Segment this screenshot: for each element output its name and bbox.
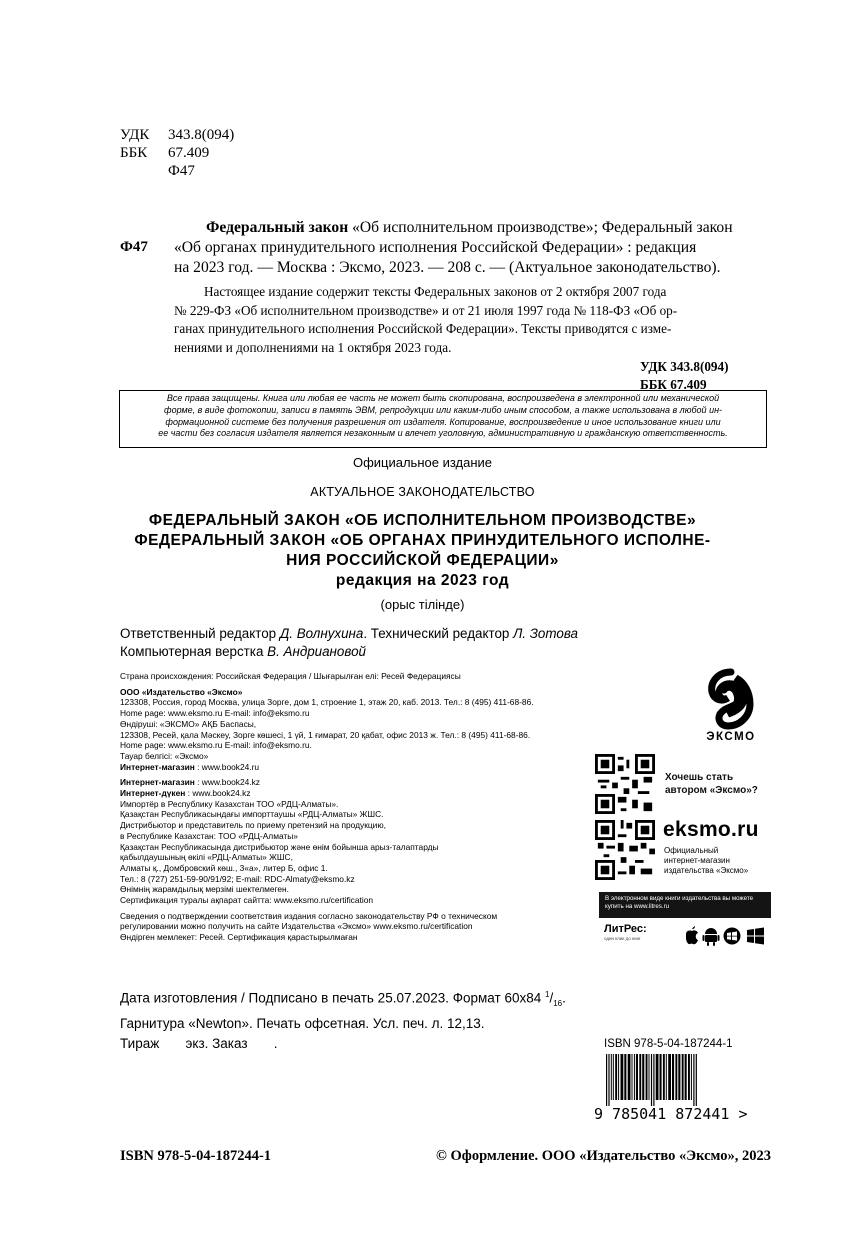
barcode-bar xyxy=(691,1054,692,1100)
litres-banner[interactable] xyxy=(599,892,771,918)
tech-editor-name: Л. Зотова xyxy=(513,626,578,641)
abstract-line: нениями и дополнениями на 1 октября 2023 года. xyxy=(174,340,452,356)
kz-line: в Республике Казахстан: ТОО «РДЦ-Алматы» xyxy=(120,830,298,841)
barcode-bar xyxy=(646,1054,648,1100)
right-classification xyxy=(640,358,729,394)
windows-phone-icon xyxy=(724,928,741,945)
udk-value: 343.8(094) xyxy=(168,127,235,143)
barcode-bar xyxy=(618,1054,619,1100)
kz-line: Импортёр в Республику Казахстан ТОО «РДЦ-Алматы». xyxy=(120,798,339,809)
barcode-bar xyxy=(675,1054,677,1100)
series-name: АКТУАЛЬНОЕ ЗАКОНОДАТЕЛЬСТВО xyxy=(310,485,535,499)
rights-notice xyxy=(119,390,767,448)
udk-label: УДК xyxy=(120,127,150,143)
publisher-address: 123308, Россия, город Москва, улица Зорге, дом 1, строение 1, этаж 20, каб. 2013. Тел.: 8 (495) 411-68-86. xyxy=(120,697,534,708)
print-line2: Гарнитура «Newton». Печать офсетная. Усл. печ. л. 12,13. xyxy=(120,1016,485,1032)
barcode-bar xyxy=(621,1054,624,1100)
shop-kz2-link: : www.book24.kz xyxy=(185,788,251,799)
barcode-bar xyxy=(693,1054,694,1106)
author-mark: Ф47 xyxy=(168,163,195,179)
barcode-bar xyxy=(688,1054,690,1100)
barcode-bar xyxy=(639,1054,641,1100)
trademark: Тауар белгісі: «Эксмо» xyxy=(120,750,209,761)
right-bbk: ББК 67.409 xyxy=(640,377,707,392)
official-edition: Официальное издание xyxy=(352,455,493,470)
barcode-bar xyxy=(608,1054,609,1106)
qr-code-shop[interactable] xyxy=(595,820,655,880)
barcode-bar xyxy=(606,1054,607,1106)
publisher-home: Home page: www.eksmo.ru E-mail: info@eksmo.ru xyxy=(120,708,310,719)
shop-kz-label: Интернет-магазин xyxy=(120,777,195,788)
rights-line: ее части без согласия издателя является незаконным и влечет уголовную, административную и гражданскую ответственность. xyxy=(158,428,728,439)
kz-line: Өнімнің жарамдылық мерзімі шектелмеген. xyxy=(120,884,289,895)
shop-ru-link: : www.book24.ru xyxy=(194,761,260,772)
annotation-line1: «Об исполнительном производстве»; Федеральный закон xyxy=(348,219,733,236)
barcode-bar xyxy=(685,1054,687,1100)
format-denominator: 16 xyxy=(553,999,563,1009)
layout-name: В. Андриановой xyxy=(267,644,366,659)
litres-logo: ЛитРес: xyxy=(604,923,647,935)
layout-label: Компьютерная верстка xyxy=(120,644,268,659)
bbk-label: ББК xyxy=(120,145,148,161)
annotation-title-bold: Федеральный закон xyxy=(206,219,349,236)
apple-icon xyxy=(686,926,698,944)
annotation-mark: Ф47 xyxy=(120,239,148,255)
barcode-bar xyxy=(660,1054,662,1100)
barcode-bar xyxy=(613,1054,614,1100)
barcode-bar xyxy=(653,1054,654,1106)
eksmo-logo-icon xyxy=(690,668,772,730)
android-icon xyxy=(703,928,720,946)
right-udk: УДК 343.8(094) xyxy=(640,359,729,374)
annotation-line3: на 2023 год. — Москва : Эксмо, 2023. — 208 с. — (Актуальное законодательство). xyxy=(174,259,721,276)
cert-line: Өндірген мемлекет: Ресей. Сертификация қарастырылмаған xyxy=(120,932,358,943)
title-line: ФЕДЕРАЛЬНЫЙ ЗАКОН «ОБ ИСПОЛНИТЕЛЬНОМ ПРОИЗВОДСТВЕ» xyxy=(148,512,697,529)
platform-icons xyxy=(682,925,768,952)
print-details: Дата изготовления / Подписано в печать 25.07.2023. Формат 60x84 $^1/_{16}$. Гарнитура «Newton». Печать офсетная. Усл. печ. л. 12,13. Тираж экз. Заказ . xyxy=(120,985,566,1054)
litres-tagline: один клик до книг xyxy=(604,936,641,941)
rights-line: Все права защищены. Книга или любая ее часть не может быть скопирована, воспроизведена в электронной или механической xyxy=(166,393,720,403)
abstract xyxy=(174,283,771,358)
barcode-bar xyxy=(636,1054,638,1100)
origin-line: Страна происхождения: Российская Федерация / Шығарылған елі: Ресей Федерациясы xyxy=(120,671,461,681)
barcode-bar xyxy=(682,1054,684,1100)
publisher-home2: Home page: www.eksmo.ru E-mail: info@eksmo.ru. xyxy=(120,740,312,751)
eksmo-site-description: Официальный интернет-магазин издательства «Эксмо» xyxy=(664,846,749,875)
kz-line: Қазақстан Республикасындағы импорттаушы «РДЦ-Алматы» ЖШС. xyxy=(120,809,384,820)
barcode-bar xyxy=(668,1054,671,1100)
editor-label: Ответственный редактор xyxy=(120,626,280,641)
classification-block xyxy=(120,126,234,180)
bbk-value: 67.409 xyxy=(168,145,210,161)
format-numerator: 1 xyxy=(545,990,550,999)
barcode-bar xyxy=(634,1054,635,1100)
barcode-bar xyxy=(624,1054,626,1100)
title-line: ФЕДЕРАЛЬНЫЙ ЗАКОН «ОБ ОРГАНАХ ПРИНУДИТЕЛЬНОГО ИСПОЛНЕ- xyxy=(134,532,711,549)
barcode-bar xyxy=(672,1054,674,1100)
bibliographic-annotation xyxy=(174,218,771,278)
abstract-line: ганах принудительного исполнения Российской Федерации». Тексты приводятся с изме- xyxy=(174,321,672,337)
author-cta: Хочешь стать автором «Эксмо»? xyxy=(665,772,758,796)
imprint xyxy=(120,671,600,943)
maker-kz: Өндіруші: «ЭКСМО» АҚБ Баспасы, xyxy=(120,718,257,729)
kz-line: Қазақстан Республикасында дистрибьютор және өнім бойынша арыз-талаптарды xyxy=(120,841,439,852)
eksmo-site[interactable]: eksmo.ru xyxy=(663,818,759,841)
annotation-line2: «Об органах принудительного исполнения Российской Федерации» : редакция xyxy=(174,239,697,256)
isbn-barcode xyxy=(604,1054,769,1106)
book-title xyxy=(0,511,845,591)
barcode-bar xyxy=(656,1054,659,1100)
kz-line: Алматы қ., Домбровский көш., 3«а», литер Б, офис 1. xyxy=(120,862,328,873)
publisher-name: ООО «Издательство «Эксмо» xyxy=(120,686,243,697)
barcode-bar xyxy=(666,1054,667,1100)
isbn-label: ISBN 978-5-04-187244-1 xyxy=(604,1038,733,1050)
cert-line: регулировании можно получить на сайте Издательства «Эксмо» www.eksmo.ru/certification xyxy=(120,921,473,932)
tech-editor-label: . Технический редактор xyxy=(363,626,514,641)
barcode-bar xyxy=(615,1054,617,1100)
kz-line: Дистрибьютор и представитель по приему претензий на продукцию, xyxy=(120,820,386,831)
barcode-bar xyxy=(632,1054,633,1100)
shop-kz2-label: Интернет-дүкен xyxy=(120,788,186,799)
litres-banner-line: В электронном виде книги издательства вы можете xyxy=(605,895,754,902)
abstract-line: № 229-ФЗ «Об исполнительном производстве» и от 21 июля 1997 года № 118-ФЗ «Об ор- xyxy=(174,302,678,318)
abstract-line: Настоящее издание содержит тексты Федеральных законов от 2 октября 2007 года xyxy=(204,284,667,299)
barcode-bar xyxy=(628,1054,631,1100)
title-edition: редакция на 2023 год xyxy=(335,572,510,589)
editor-name: Д. Волнухина xyxy=(279,626,364,641)
kz-line: Сертификация туралы ақпарат сайтта: www.eksmo.ru/certification xyxy=(120,895,374,906)
shop-kz-link: : www.book24.kz xyxy=(194,777,260,788)
title-line: НИЯ РОССИЙСКОЙ ФЕДЕРАЦИИ» xyxy=(286,552,559,569)
kz-line: Тел.: 8 (727) 251-59-90/91/92; E-mail: RDC-Almaty@eksmo.kz xyxy=(120,873,355,884)
windows-icon xyxy=(747,928,764,945)
address-kz: 123308, Ресей, қала Мәскеу, Зорге көшесі, 1 үй, 1 ғимарат, 20 қабат, офис 2013 ж. Тел.: 8 (495) 411-68-86. xyxy=(120,729,531,740)
barcode-bar xyxy=(649,1054,650,1100)
print-line3: Тираж экз. Заказ . xyxy=(120,1036,278,1052)
rights-line: формационной системе без получения разрешения от издателя. Копирование, воспроизведение и иное использование книги или xyxy=(165,416,721,427)
rights-line: форме, в виде фотокопии, записи в память ЭВМ, репродукции или каким-либо иным способом, а также использована в любой ин- xyxy=(163,404,723,415)
shop-ru-label: Интернет-магазин xyxy=(120,761,195,772)
print-line1: Дата изготовления / Подписано в печать 25.07.2023. Формат 60x84 xyxy=(120,990,545,1006)
cert-line: Сведения о подтверждении соответствия издания согласно законодательству РФ о техническом xyxy=(120,910,498,921)
eksmo-logo-word: ЭКСМО xyxy=(706,731,756,743)
barcode-bar xyxy=(663,1054,665,1100)
copyright: © Оформление. ООО «Издательство «Эксмо», 2023 xyxy=(436,1148,771,1164)
barcode-bar xyxy=(678,1054,680,1100)
barcode-bar xyxy=(642,1054,644,1100)
barcode-bar xyxy=(651,1054,652,1106)
staff-credits xyxy=(120,625,578,661)
kz-line: қабылдаушының өкілі «РДЦ-Алматы» ЖШС, xyxy=(120,852,293,863)
qr-code-author[interactable] xyxy=(595,754,655,814)
barcode-digits: 9 785041 872441 > xyxy=(594,1105,748,1123)
barcode-bar xyxy=(696,1054,697,1106)
isbn-footer: ISBN 978-5-04-187244-1 xyxy=(120,1148,272,1164)
barcode-bar xyxy=(611,1054,612,1100)
language-note: (орыс тілінде) xyxy=(380,597,465,612)
litres-banner-line: купить на www.litres.ru xyxy=(605,903,670,910)
